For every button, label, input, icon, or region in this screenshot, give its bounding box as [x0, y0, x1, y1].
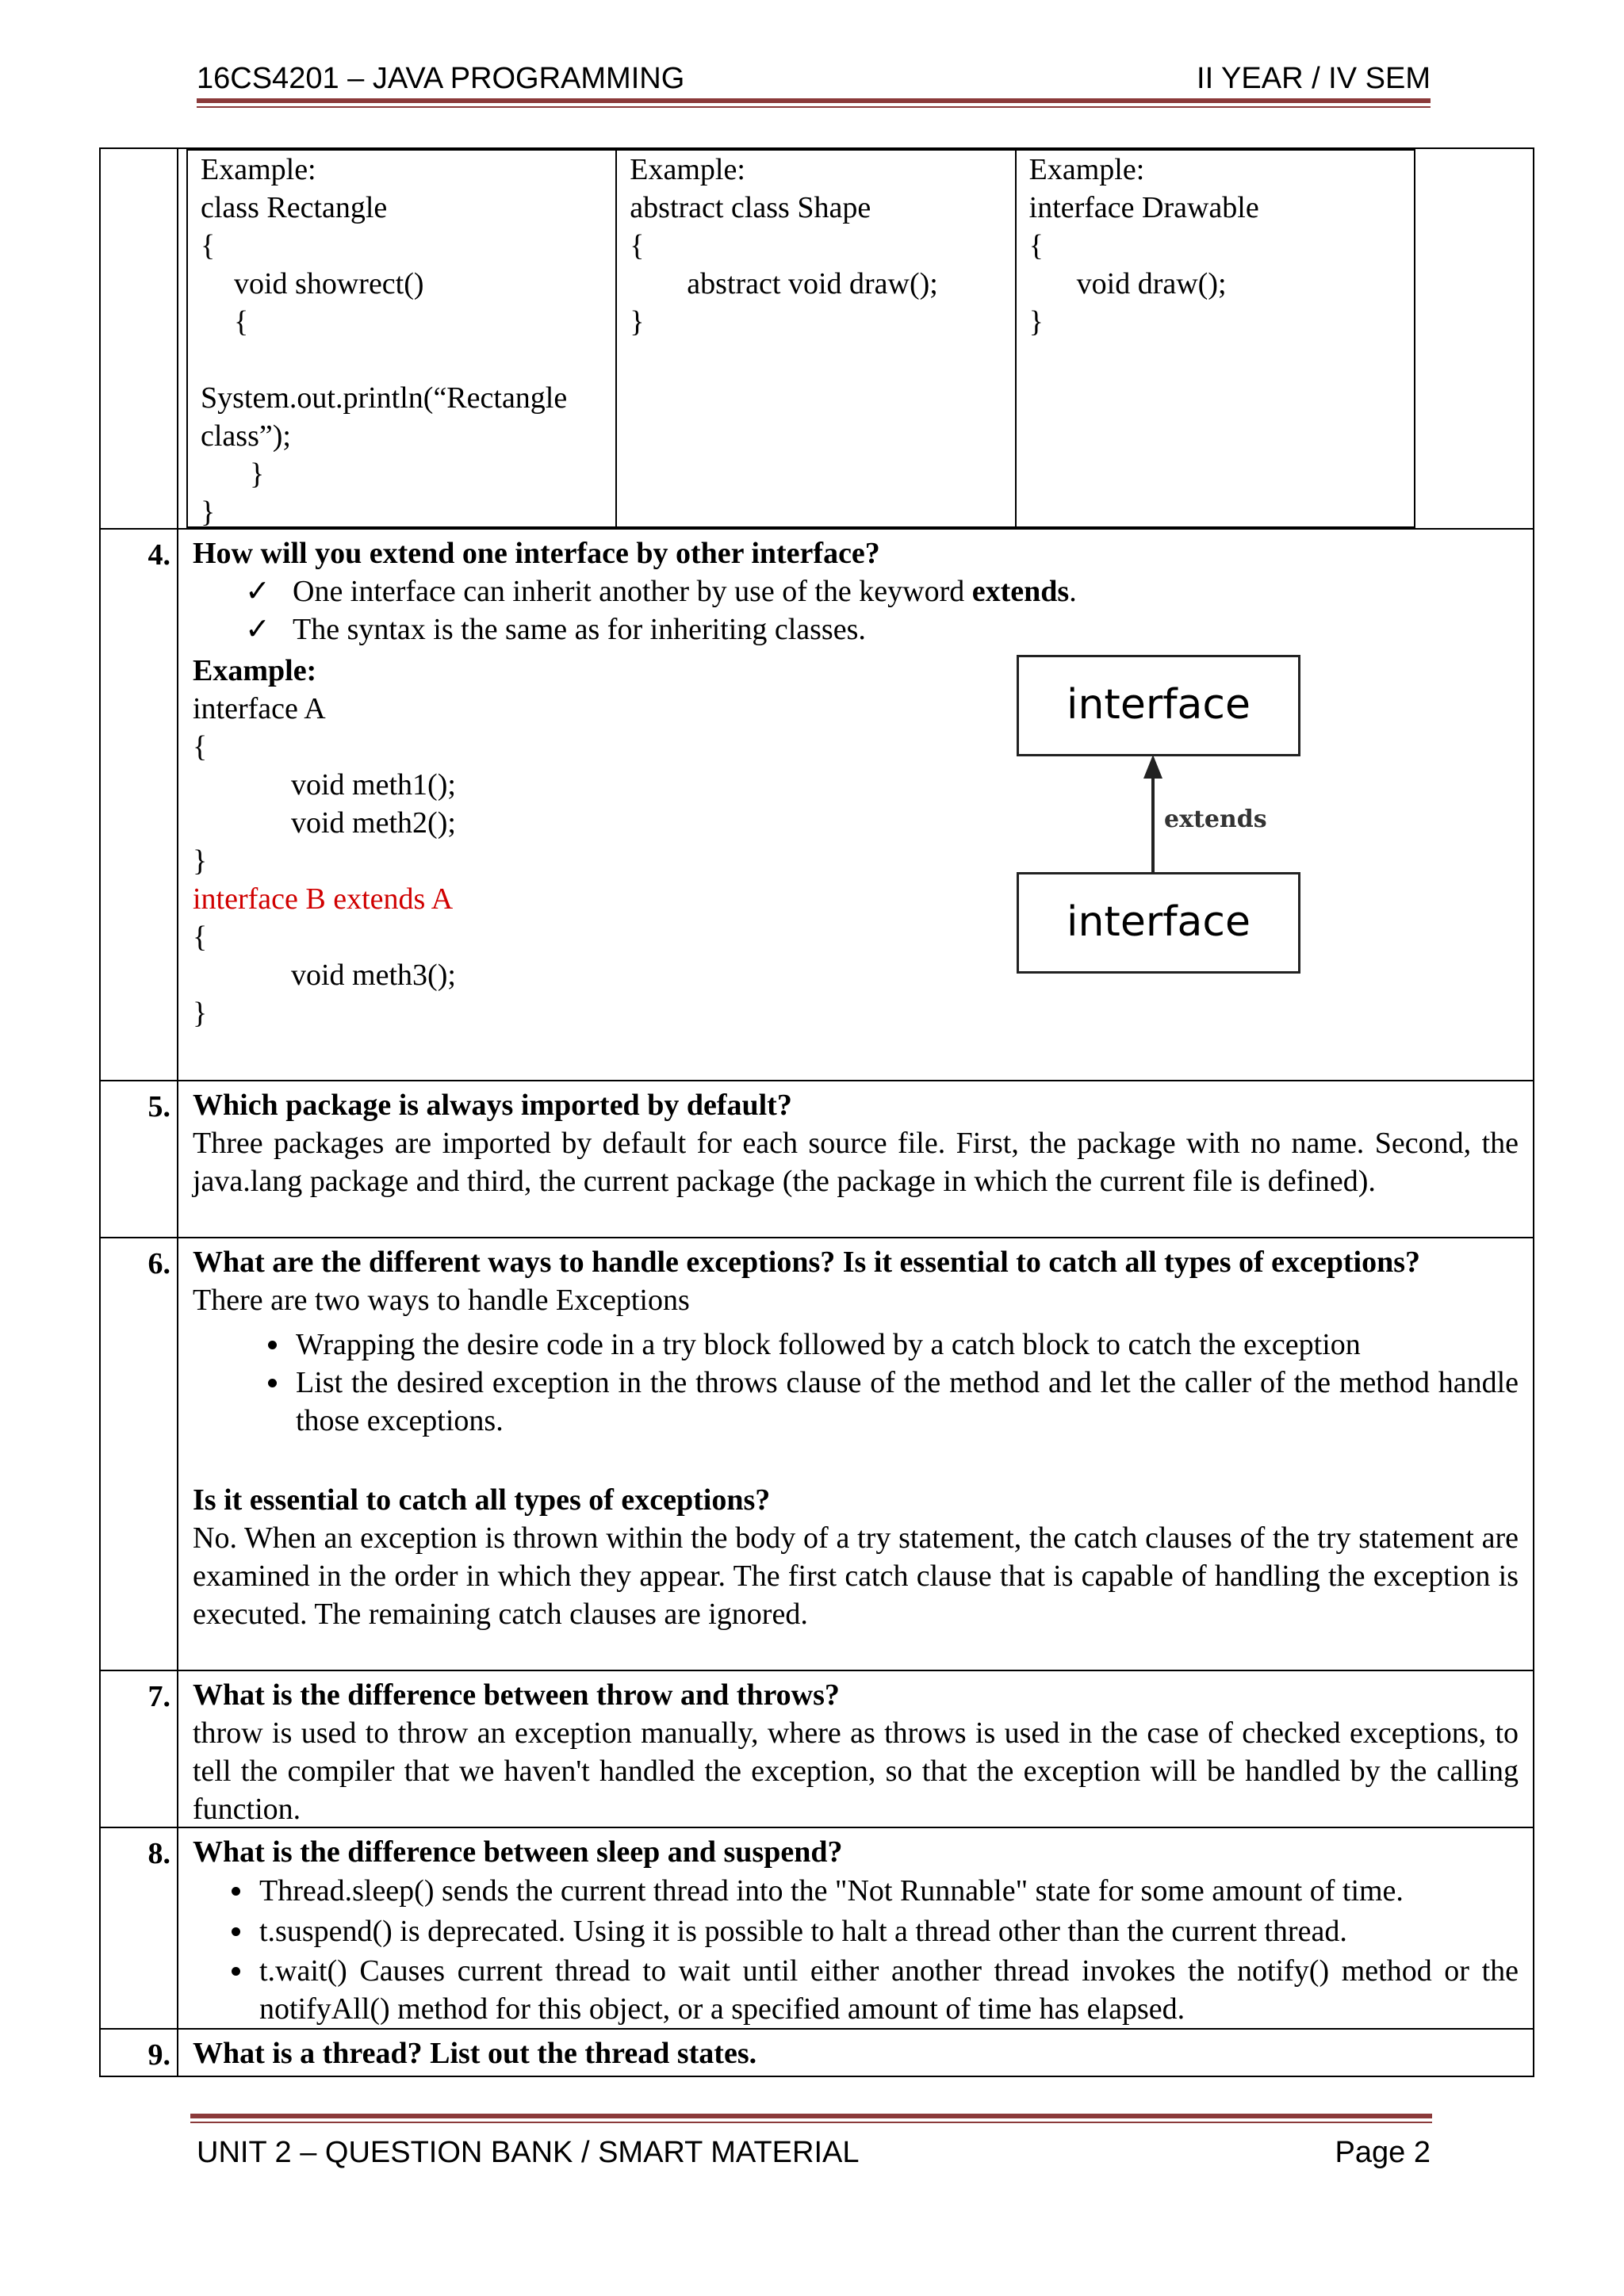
footer-rule	[190, 2114, 1432, 2118]
comparison-examples-table	[186, 149, 1415, 528]
header-rule	[197, 98, 1431, 103]
list-item: • Wrapping the desire code in a try block followed by a catch block to catch the exception	[291, 1326, 1519, 1364]
header-rule-thin	[197, 106, 1431, 108]
interface-extends-diagram	[1017, 655, 1302, 980]
page-footer	[197, 2130, 1431, 2177]
question-text: What is a thread? List out the thread states.	[193, 2037, 757, 2070]
question-row-6	[101, 1237, 1533, 1670]
sub-question-text: Is it essential to catch all types of exceptions?	[193, 1483, 771, 1517]
bullet-list	[193, 1871, 1519, 2028]
question-table	[99, 147, 1534, 2077]
list-item: • List the desired exception in the throws clause of the method and let the caller of the method handle those exceptions.	[291, 1364, 1519, 1440]
question-row-9	[101, 2028, 1533, 2076]
row-number-cell: 4.	[101, 530, 178, 1080]
question-text: What is the difference between throw and throws?	[193, 1678, 840, 1712]
question-row-4	[101, 528, 1533, 1080]
answer-text: Three packages are imported by default for each source file. First, the package with no name. Second, the java.lang package and third, the current package (the package in which the current file is defined).	[193, 1127, 1519, 1198]
answer-intro: There are two ways to handle Exceptions	[193, 1284, 690, 1317]
footer-unit-title: UNIT 2 – QUESTION BANK / SMART MATERIAL	[197, 2136, 860, 2169]
abstract-class-example-cell: Example: abstract class Shape { abstract void draw(); }	[617, 151, 1016, 526]
check-list	[193, 572, 1519, 649]
page-number: Page 2	[1335, 2136, 1431, 2169]
check-icon: ✓	[245, 575, 270, 608]
row-number-cell: 8.	[101, 1828, 178, 2028]
list-item: • Thread.sleep() sends the current thread into the "Not Runnable" state for some amount of time.	[255, 1871, 1519, 1911]
list-item: • t.suspend() is deprecated. Using it is possible to halt a thread other than the current thread.	[255, 1911, 1519, 1952]
list-item: ✓ The syntax is the same as for inheriting classes.	[245, 610, 1519, 649]
class-example-cell: Example: class Rectangle { void showrect() { System.out.println(“Rectangle class”); } }	[188, 151, 617, 526]
code-example: interface A { void meth1(); void meth2(); } interface B extends A { void meth3(); }	[193, 692, 456, 1030]
question-text: What are the different ways to handle exceptions? Is it essential to catch all types of exceptions?	[193, 1246, 1421, 1279]
row-number-cell: 7.	[101, 1671, 178, 1827]
continued-row	[101, 149, 1533, 528]
list-item: • t.wait() Causes current thread to wait until either another thread invokes the notify() method or the notifyAll() method for this object, or a specified amount of time has elapsed.	[255, 1952, 1519, 2028]
question-row-8	[101, 1827, 1533, 2028]
interface-example-cell: Example: interface Drawable { void draw(); }	[1028, 153, 1259, 339]
row-number-cell: 6.	[101, 1238, 178, 1670]
child-interface-box: interface	[1017, 872, 1300, 974]
question-text: How will you extend one interface by other interface?	[193, 537, 880, 570]
row-number-cell: 5.	[101, 1081, 178, 1237]
question-row-5	[101, 1080, 1533, 1237]
parent-interface-box: interface	[1017, 655, 1300, 756]
example-label: Example:	[193, 654, 317, 687]
header-year-sem: II YEAR / IV SEM	[1197, 62, 1431, 95]
page-header	[197, 55, 1431, 103]
answer-text: throw is used to throw an exception manually, where as throws is used in the case of checked exceptions, to tell the compiler that we haven't handled the exception, so that the exception will be handled by the calling function.	[193, 1716, 1519, 1826]
list-item: ✓ One interface can inherit another by use of the keyword extends.	[245, 572, 1519, 610]
question-text: Which package is always imported by default?	[193, 1089, 792, 1122]
extends-label: extends	[1164, 806, 1267, 833]
row-number-cell	[101, 149, 178, 528]
answer-text: No. When an exception is thrown within the body of a try statement, the catch clauses of the try statement are examined in the order in which they appear. The first catch clause that is capable of handling the exception is executed. The remaining catch clauses are ignored.	[193, 1521, 1519, 1631]
footer-rule-thin	[190, 2122, 1432, 2123]
row-number-cell: 9.	[101, 2030, 178, 2076]
question-text: What is the difference between sleep and suspend?	[193, 1835, 843, 1869]
header-course-title: 16CS4201 – JAVA PROGRAMMING	[197, 62, 685, 95]
check-icon: ✓	[245, 613, 270, 646]
bullet-list	[193, 1326, 1519, 1440]
question-row-7	[101, 1670, 1533, 1827]
